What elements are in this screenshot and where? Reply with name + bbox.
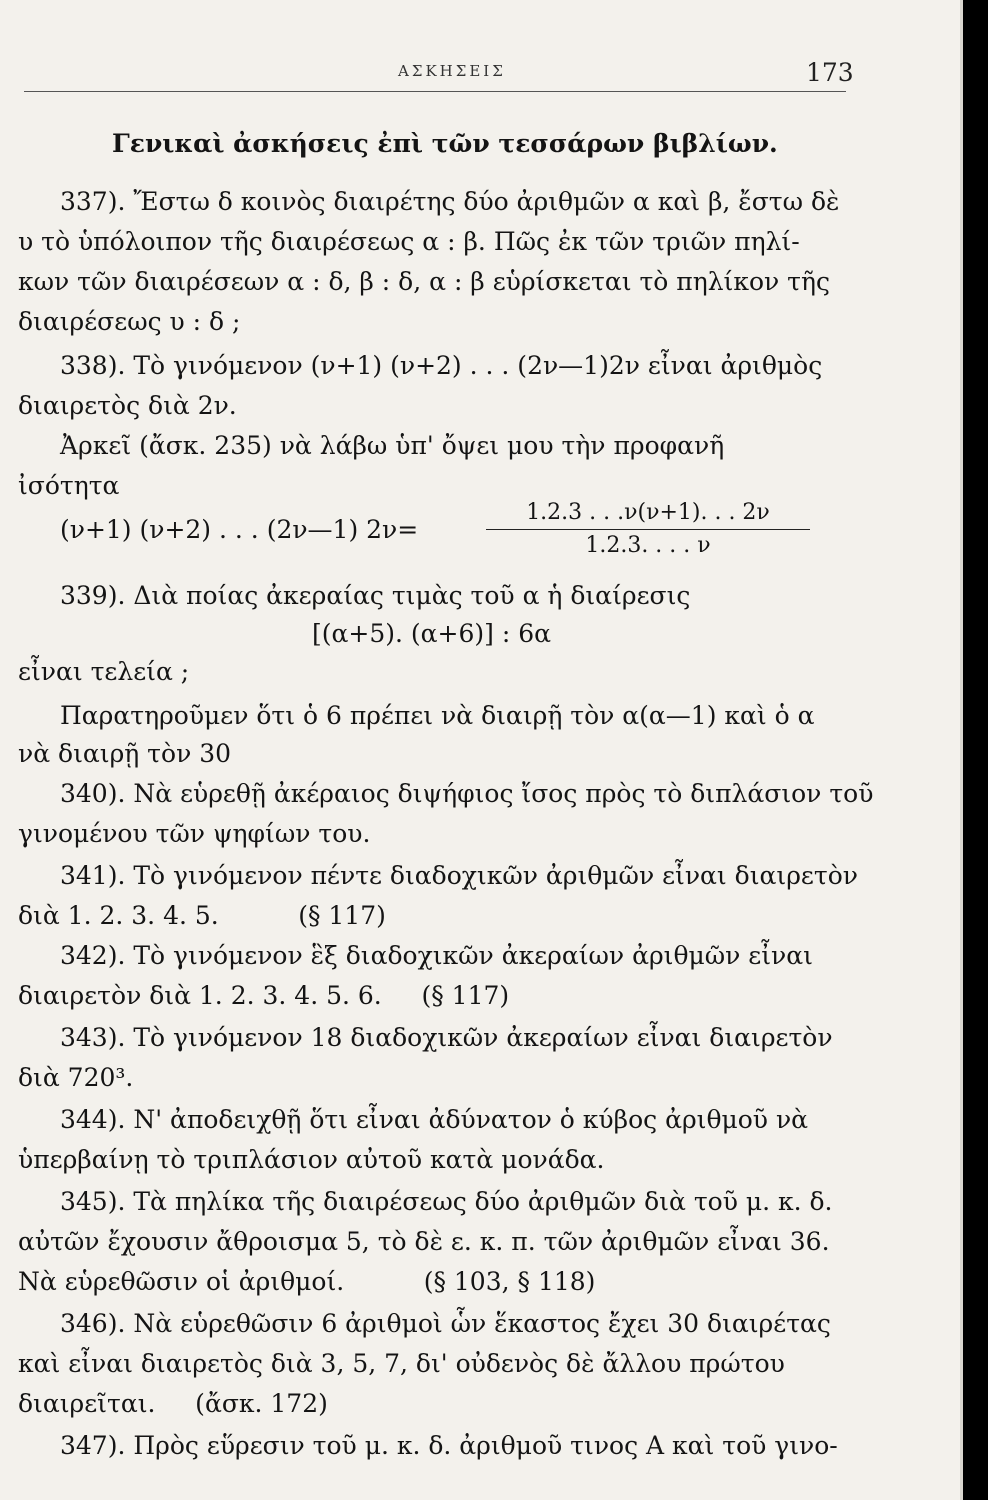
text-line: Ἀρκεῖ (ἄσκ. 235) νὰ λάβω ὑπ' ὄψει μου τὴν προφανῆ (60, 431, 725, 460)
text-line: διαιρετὸν διὰ 1. 2. 3. 4. 5. 6. (§ 117) (18, 981, 510, 1010)
text-line: διὰ 720³. (18, 1063, 134, 1092)
text-line: 339). Διὰ ποίας ἀκεραίας τιμὰς τοῦ α ἡ διαίρεσις (60, 581, 691, 610)
text-line: κων τῶν διαιρέσεων α : δ, β : δ, α : β εὑρίσκεται τὸ πηλίκον τῆς (18, 267, 830, 296)
equation-fraction (486, 500, 810, 558)
text-line: διαιρετὸς διὰ 2ν. (18, 391, 237, 420)
text-line: Παρατηροῦμεν ὅτι ὁ 6 πρέπει νὰ διαιρῇ τὸν α(α—1) καὶ ὁ α (60, 701, 815, 730)
header-rule (24, 91, 846, 92)
section-heading: Γενικαὶ ἀσκήσεις ἐπὶ τῶν τεσσάρων βιβλίων. (112, 129, 778, 158)
text-line: 342). Τὸ γινόμενον ἓξ διαδοχικῶν ἀκεραίων ἀριθμῶν εἶναι (60, 941, 813, 970)
text-line: 344). Ν' ἀποδειχθῇ ὅτι εἶναι ἀδύνατον ὁ κύβος ἀριθμοῦ νὰ (60, 1105, 809, 1134)
fraction-denominator: 1.2.3. . . . ν (585, 533, 711, 558)
text-line: γινομένου τῶν ψηφίων του. (18, 819, 371, 848)
text-line: 338). Τὸ γινόμενον (ν+1) (ν+2) . . . (2ν—1)2ν εἶναι ἀριθμὸς (60, 351, 823, 380)
text-line: ὑπερβαίνῃ τὸ τριπλάσιον αὐτοῦ κατὰ μονάδα. (18, 1145, 605, 1174)
running-title: ΑΣΚΗΣΕΙΣ (398, 62, 506, 80)
text-line: Νὰ εὑρεθῶσιν οἱ ἀριθμοί. (§ 103, § 118) (18, 1267, 596, 1296)
text-line: 347). Πρὸς εὕρεσιν τοῦ μ. κ. δ. ἀριθμοῦ τινος Α καὶ τοῦ γινο- (60, 1431, 838, 1460)
fraction-bar (486, 529, 810, 530)
running-header (0, 58, 960, 88)
text-line: αὐτῶν ἔχουσιν ἄθροισμα 5, τὸ δὲ ε. κ. π. τῶν ἀριθμῶν εἶναι 36. (18, 1227, 830, 1256)
fraction-numerator: 1.2.3 . . .ν(ν+1). . . 2ν (526, 500, 770, 525)
text-line: διαιρεῖται. (ἄσκ. 172) (18, 1389, 328, 1418)
page-number: 173 (806, 58, 854, 87)
text-line: διαιρέσεως υ : δ ; (18, 307, 241, 336)
equation-left-side: (ν+1) (ν+2) . . . (2ν—1) 2ν= (60, 515, 419, 544)
text-line: 341). Τὸ γινόμενον πέντε διαδοχικῶν ἀριθμῶν εἶναι διαιρετὸν (60, 861, 858, 890)
text-line: ἰσότητα (18, 471, 120, 500)
text-line: 343). Τὸ γινόμενον 18 διαδοχικῶν ἀκεραίων εἶναι διαιρετὸν (60, 1023, 833, 1052)
text-line: 340). Νὰ εὑρεθῇ ἀκέραιος διψήφιος ἴσος πρὸς τὸ διπλάσιον τοῦ (60, 779, 874, 808)
text-line: νὰ διαιρῇ τὸν 30 (18, 739, 232, 768)
text-line: 337). Ἔστω δ κοινὸς διαιρέτης δύο ἀριθμῶν α καὶ β, ἔστω δὲ (60, 187, 840, 216)
text-line: καὶ εἶναι διαιρετὸς διὰ 3, 5, 7, δι' οὐδενὸς δὲ ἄλλου πρώτου (18, 1349, 785, 1378)
text-line: υ τὸ ὑπόλοιπον τῆς διαιρέσεως α : β. Πῶς ἐκ τῶν τριῶν πηλί- (18, 227, 800, 256)
text-line: 345). Τὰ πηλίκα τῆς διαιρέσεως δύο ἀριθμῶν διὰ τοῦ μ. κ. δ. (60, 1187, 833, 1216)
text-line: διὰ 1. 2. 3. 4. 5. (§ 117) (18, 901, 386, 930)
text-line: 346). Νὰ εὑρεθῶσιν 6 ἀριθμοὶ ὧν ἕκαστος ἔχει 30 διαιρέτας (60, 1309, 831, 1338)
text-line: εἶναι τελεία ; (18, 657, 190, 686)
formula-line: [(α+5). (α+6)] : 6α (312, 619, 551, 648)
